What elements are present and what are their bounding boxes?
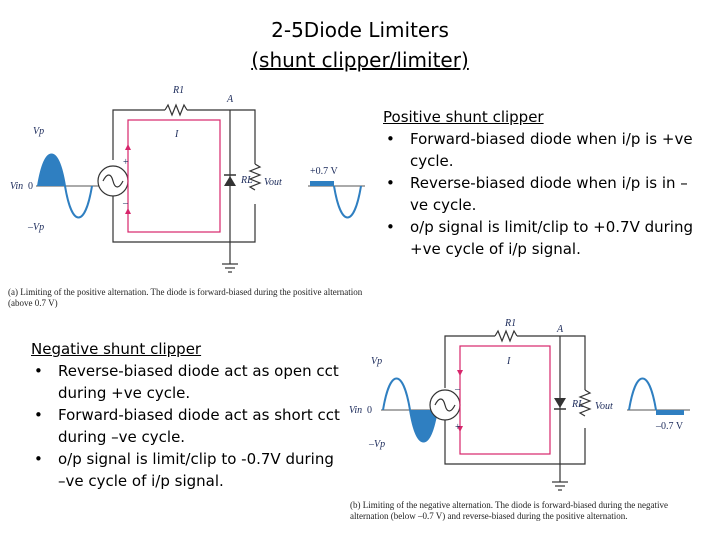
positive-clipper-circuit [0,82,375,297]
label-a: A [227,94,234,105]
negative-clipper-figure [345,312,715,502]
list-item: • o/p signal is limit/clip to -0.7V during –ve cycle of i/p signal. [31,448,341,492]
label-vp: Vp [371,356,383,367]
wire-top-left [445,336,495,388]
label-vout: Vout [595,401,613,412]
negative-figure-caption: (b) Limiting of the negative alternation. The diode is forward-biased during the negative alternation (below –0.7 V) and reverse-biased during the positive alternation. [350,500,668,521]
negative-heading: Negative shunt clipper [31,340,202,358]
positive-figure-caption: (a) Limiting of the positive alternation. The diode is forward-biased during the positive alternation (above 0.7 V) [8,287,363,308]
label-vout: Vout [264,177,282,188]
label-r1: R1 [173,85,185,96]
label-vin: Vin [349,405,363,416]
label-r1: R1 [505,318,517,329]
positive-heading: Positive shunt clipper [383,108,544,126]
label-a: A [557,324,564,335]
list-item: • Forward-biased diode act as short cct during –ve cycle. [31,404,341,448]
label-zero: 0 [28,181,33,192]
positive-text-block [383,106,693,260]
output-clipped-negative [656,410,684,415]
list-item: • Reverse-biased diode act as open cct during +ve cycle. [31,360,341,404]
diode-symbol [554,398,566,408]
label-vin: Vin [10,181,24,192]
label-i: I [507,356,511,367]
label-minus: – [123,198,128,209]
negative-text-block [31,338,341,492]
label-neg-vp: –Vp [28,222,45,233]
slide-title: 2-5Diode Limiters [271,18,449,42]
label-minus: – [455,384,460,395]
negative-bullet-list [31,360,341,492]
label-clip-level: +0.7 V [310,166,338,177]
wire-bottom [445,420,585,464]
output-clipped-positive [310,181,334,186]
resistor-r1 [165,105,187,115]
label-rl: RL [572,399,584,410]
current-loop [460,346,550,454]
label-rl: RL [241,175,253,186]
label-plus: + [455,422,461,433]
current-loop [128,120,220,232]
wire-bottom [113,196,255,242]
label-plus: + [123,157,129,168]
negative-clipper-circuit [345,312,715,502]
wire-top-right [517,336,585,390]
positive-clipper-figure [0,82,375,297]
resistor-r1 [495,331,517,341]
label-zero: 0 [367,405,372,416]
label-neg-vp: –Vp [369,439,386,450]
slide-subtitle: (shunt clipper/limiter) [251,48,469,72]
list-item: • o/p signal is limit/clip to +0.7V during +ve cycle of i/p signal. [383,216,693,260]
output-waveform [334,186,361,218]
list-item: • Reverse-biased diode when i/p is in –ve cycle. [383,172,693,216]
label-i: I [175,129,179,140]
wire-top-right [187,110,255,164]
list-item: • Forward-biased diode when i/p is +ve cycle. [383,128,693,172]
label-clip-level: –0.7 V [656,421,684,432]
wire-top-left [113,110,165,160]
positive-bullet-list [383,128,693,260]
output-waveform [629,379,656,411]
diode-symbol [224,176,236,186]
label-vp: Vp [33,126,45,137]
